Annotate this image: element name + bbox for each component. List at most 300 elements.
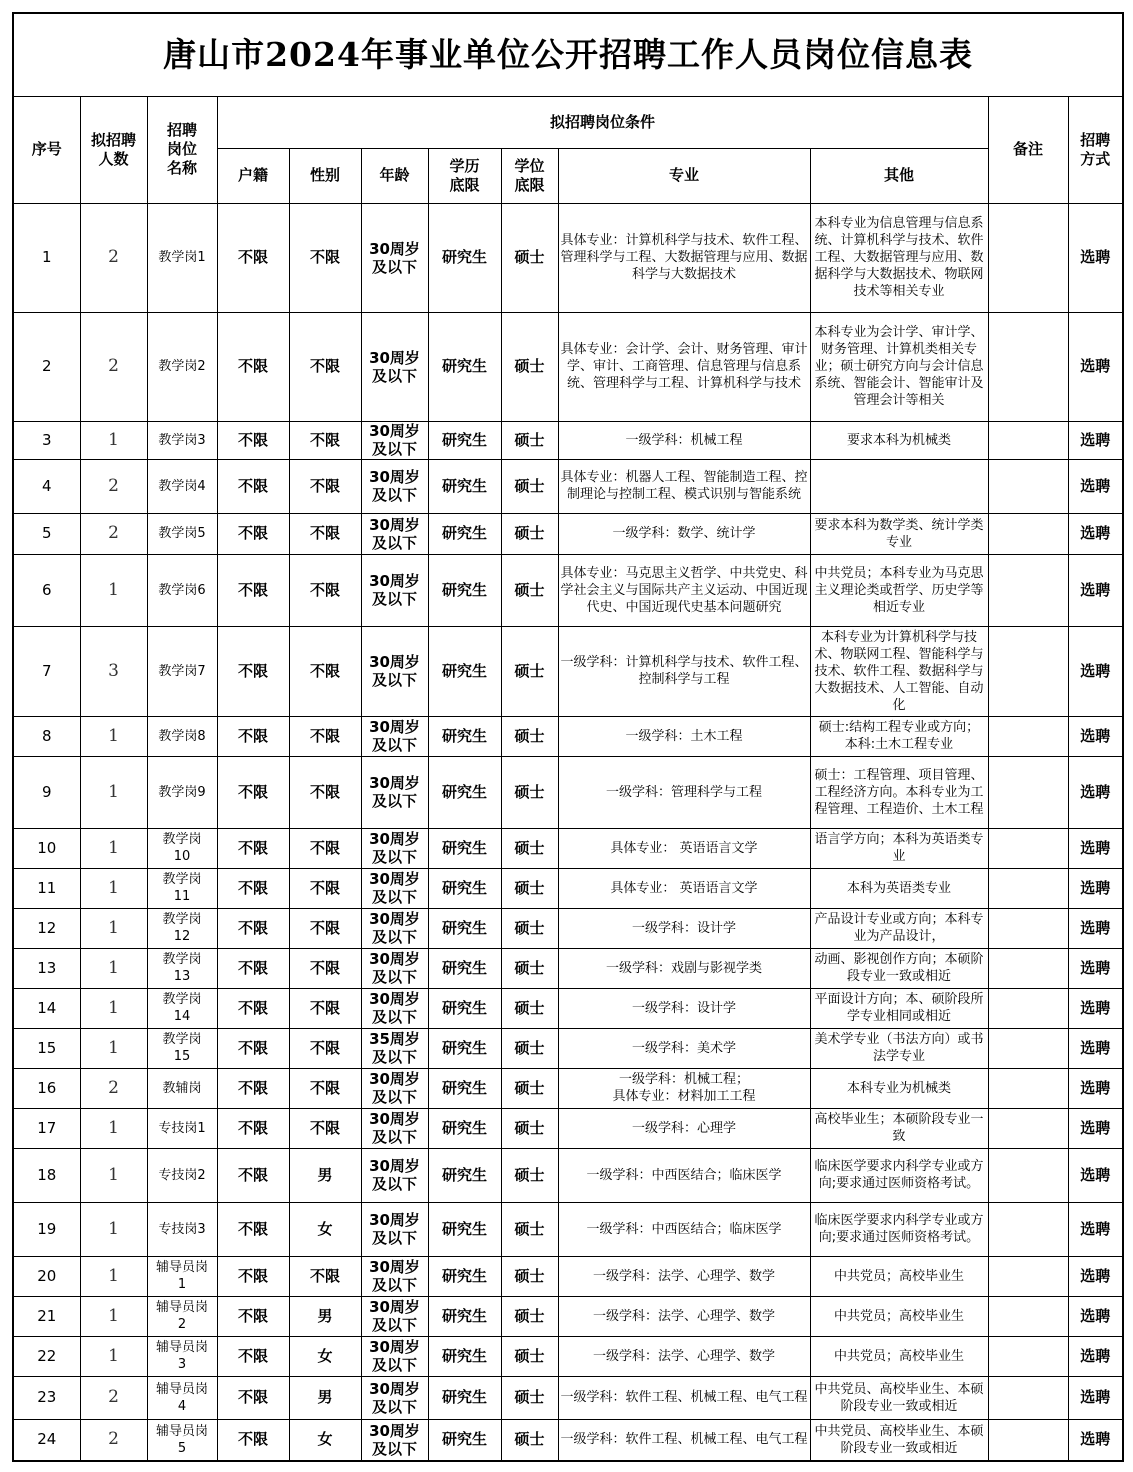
cell-major: 一级学科：土木工程 <box>558 716 810 756</box>
cell-age: 30周岁及以下 <box>361 868 428 908</box>
cell-count: 2 <box>80 459 147 513</box>
cell-post: 专技岗3 <box>147 1202 217 1256</box>
cell-other: 硕士：工程管理、项目管理、工程经济方向。本科专业为工程管理、工程造价、土木工程 <box>810 756 988 828</box>
cell-method: 选聘 <box>1068 716 1123 756</box>
cell-post: 辅导员岗5 <box>147 1419 217 1461</box>
cell-method: 选聘 <box>1068 828 1123 868</box>
cell-method: 选聘 <box>1068 1376 1123 1419</box>
cell-hukou: 不限 <box>217 203 289 312</box>
cell-note <box>988 1148 1068 1202</box>
cell-post: 教学岗4 <box>147 459 217 513</box>
cell-post: 教辅岗 <box>147 1068 217 1108</box>
cell-seq: 20 <box>13 1256 80 1296</box>
cell-note <box>988 1296 1068 1336</box>
cell-other: 平面设计方向；本、硕阶段所学专业相同或相近 <box>810 988 988 1028</box>
cell-other: 高校毕业生；本硕阶段专业一致 <box>810 1108 988 1148</box>
header-hukou: 户籍 <box>217 148 289 203</box>
cell-gender: 不限 <box>289 716 361 756</box>
cell-degree: 硕士 <box>501 948 558 988</box>
cell-post: 教学岗7 <box>147 626 217 716</box>
cell-note <box>988 868 1068 908</box>
cell-edu: 研究生 <box>428 1202 501 1256</box>
cell-degree: 硕士 <box>501 1028 558 1068</box>
cell-note <box>988 1256 1068 1296</box>
cell-degree: 硕士 <box>501 1419 558 1461</box>
cell-post: 教学岗9 <box>147 756 217 828</box>
cell-gender: 不限 <box>289 948 361 988</box>
cell-gender: 不限 <box>289 312 361 421</box>
table-row <box>13 988 1123 1028</box>
cell-method: 选聘 <box>1068 421 1123 459</box>
cell-other <box>810 459 988 513</box>
cell-age: 30周岁及以下 <box>361 554 428 626</box>
cell-hukou: 不限 <box>217 908 289 948</box>
cell-age: 30周岁及以下 <box>361 312 428 421</box>
cell-hukou: 不限 <box>217 948 289 988</box>
cell-gender: 不限 <box>289 421 361 459</box>
cell-major: 一级学科：设计学 <box>558 988 810 1028</box>
cell-seq: 13 <box>13 948 80 988</box>
cell-edu: 研究生 <box>428 948 501 988</box>
cell-major: 一级学科：数学、统计学 <box>558 513 810 554</box>
cell-degree: 硕士 <box>501 988 558 1028</box>
cell-age: 30周岁及以下 <box>361 1148 428 1202</box>
table-row <box>13 1256 1123 1296</box>
cell-degree: 硕士 <box>501 626 558 716</box>
recruitment-table <box>12 12 1124 1462</box>
cell-major: 一级学科：设计学 <box>558 908 810 948</box>
cell-edu: 研究生 <box>428 716 501 756</box>
cell-major: 一级学科：软件工程、机械工程、电气工程 <box>558 1419 810 1461</box>
cell-other: 中共党员；高校毕业生 <box>810 1296 988 1336</box>
cell-count: 1 <box>80 554 147 626</box>
cell-edu: 研究生 <box>428 554 501 626</box>
cell-hukou: 不限 <box>217 868 289 908</box>
cell-method: 选聘 <box>1068 868 1123 908</box>
cell-degree: 硕士 <box>501 716 558 756</box>
header-count: 拟招聘人数 <box>80 96 147 203</box>
table-row <box>13 1148 1123 1202</box>
cell-major: 具体专业：机器人工程、智能制造工程、控制理论与控制工程、模式识别与智能系统 <box>558 459 810 513</box>
cell-seq: 1 <box>13 203 80 312</box>
cell-age: 30周岁及以下 <box>361 459 428 513</box>
cell-edu: 研究生 <box>428 421 501 459</box>
cell-note <box>988 312 1068 421</box>
cell-age: 30周岁及以下 <box>361 513 428 554</box>
cell-seq: 7 <box>13 626 80 716</box>
cell-count: 1 <box>80 1202 147 1256</box>
header-other: 其他 <box>810 148 988 203</box>
cell-hukou: 不限 <box>217 421 289 459</box>
cell-count: 1 <box>80 716 147 756</box>
cell-edu: 研究生 <box>428 203 501 312</box>
cell-gender: 不限 <box>289 554 361 626</box>
page-title: 唐山市2024年事业单位公开招聘工作人员岗位信息表 <box>13 13 1123 96</box>
cell-hukou: 不限 <box>217 1028 289 1068</box>
cell-degree: 硕士 <box>501 513 558 554</box>
cell-hukou: 不限 <box>217 1296 289 1336</box>
cell-other: 要求本科为数学类、统计学类专业 <box>810 513 988 554</box>
table-row <box>13 554 1123 626</box>
table-row <box>13 908 1123 948</box>
cell-major: 一级学科：法学、心理学、数学 <box>558 1256 810 1296</box>
cell-seq: 17 <box>13 1108 80 1148</box>
header-edu: 学历底限 <box>428 148 501 203</box>
cell-hukou: 不限 <box>217 626 289 716</box>
cell-edu: 研究生 <box>428 1108 501 1148</box>
cell-method: 选聘 <box>1068 459 1123 513</box>
cell-note <box>988 1336 1068 1376</box>
header-age: 年龄 <box>361 148 428 203</box>
cell-edu: 研究生 <box>428 868 501 908</box>
cell-edu: 研究生 <box>428 1148 501 1202</box>
cell-method: 选聘 <box>1068 1028 1123 1068</box>
table-row <box>13 716 1123 756</box>
cell-major: 一级学科：软件工程、机械工程、电气工程 <box>558 1376 810 1419</box>
cell-hukou: 不限 <box>217 312 289 421</box>
cell-degree: 硕士 <box>501 312 558 421</box>
cell-seq: 3 <box>13 421 80 459</box>
cell-degree: 硕士 <box>501 868 558 908</box>
cell-hukou: 不限 <box>217 1419 289 1461</box>
cell-seq: 5 <box>13 513 80 554</box>
cell-other: 本科专业为信息管理与信息系统、计算机科学与技术、软件工程、大数据管理与应用、数据科学与大数据技术、物联网技术等相关专业 <box>810 203 988 312</box>
cell-method: 选聘 <box>1068 1068 1123 1108</box>
cell-degree: 硕士 <box>501 203 558 312</box>
cell-post: 教学岗1 <box>147 203 217 312</box>
table-row <box>13 203 1123 312</box>
cell-other: 美术学专业（书法方向）或书法学专业 <box>810 1028 988 1068</box>
cell-edu: 研究生 <box>428 459 501 513</box>
cell-age: 30周岁及以下 <box>361 1296 428 1336</box>
cell-method: 选聘 <box>1068 554 1123 626</box>
cell-major: 具体专业：马克思主义哲学、中共党史、科学社会主义与国际共产主义运动、中国近现代史、中国近现代史基本问题研究 <box>558 554 810 626</box>
cell-method: 选聘 <box>1068 1419 1123 1461</box>
cell-seq: 18 <box>13 1148 80 1202</box>
cell-note <box>988 716 1068 756</box>
table-row <box>13 868 1123 908</box>
cell-major: 一级学科：戏剧与影视学类 <box>558 948 810 988</box>
cell-gender: 不限 <box>289 626 361 716</box>
cell-count: 2 <box>80 203 147 312</box>
cell-note <box>988 459 1068 513</box>
cell-major: 一级学科：管理科学与工程 <box>558 756 810 828</box>
cell-count: 2 <box>80 513 147 554</box>
cell-seq: 19 <box>13 1202 80 1256</box>
cell-other: 动画、影视创作方向；本硕阶段专业一致或相近 <box>810 948 988 988</box>
cell-method: 选聘 <box>1068 948 1123 988</box>
cell-gender: 男 <box>289 1296 361 1336</box>
cell-edu: 研究生 <box>428 908 501 948</box>
cell-note <box>988 908 1068 948</box>
cell-other: 本科专业为计算机科学与技术、物联网工程、智能科学与技术、软件工程、数据科学与大数据技术、人工智能、自动化 <box>810 626 988 716</box>
cell-age: 30周岁及以下 <box>361 988 428 1028</box>
cell-gender: 不限 <box>289 868 361 908</box>
table-row <box>13 756 1123 828</box>
cell-degree: 硕士 <box>501 1068 558 1108</box>
cell-other: 要求本科为机械类 <box>810 421 988 459</box>
cell-age: 30周岁及以下 <box>361 1068 428 1108</box>
cell-age: 30周岁及以下 <box>361 626 428 716</box>
table-row <box>13 1068 1123 1108</box>
cell-edu: 研究生 <box>428 312 501 421</box>
table-row <box>13 1296 1123 1336</box>
cell-count: 1 <box>80 1336 147 1376</box>
cell-major: 具体专业：计算机科学与技术、软件工程、管理科学与工程、大数据管理与应用、数据科学与大数据技术 <box>558 203 810 312</box>
cell-degree: 硕士 <box>501 828 558 868</box>
table-row <box>13 312 1123 421</box>
cell-seq: 8 <box>13 716 80 756</box>
table-row <box>13 1376 1123 1419</box>
cell-degree: 硕士 <box>501 421 558 459</box>
cell-count: 1 <box>80 908 147 948</box>
cell-edu: 研究生 <box>428 1256 501 1296</box>
cell-other: 语言学方向；本科为英语类专业 <box>810 828 988 868</box>
cell-age: 35周岁及以下 <box>361 1028 428 1068</box>
cell-degree: 硕士 <box>501 756 558 828</box>
cell-count: 2 <box>80 1068 147 1108</box>
cell-post: 辅导员岗4 <box>147 1376 217 1419</box>
cell-major: 一级学科：中西医结合；临床医学 <box>558 1148 810 1202</box>
cell-post: 教学岗11 <box>147 868 217 908</box>
cell-count: 2 <box>80 312 147 421</box>
cell-major: 具体专业：会计学、会计、财务管理、审计学、审计、工商管理、信息管理与信息系统、管理科学与工程、计算机科学与技术 <box>558 312 810 421</box>
cell-count: 1 <box>80 1296 147 1336</box>
cell-edu: 研究生 <box>428 626 501 716</box>
cell-hukou: 不限 <box>217 1108 289 1148</box>
cell-seq: 16 <box>13 1068 80 1108</box>
cell-other: 本科为英语类专业 <box>810 868 988 908</box>
cell-post: 教学岗5 <box>147 513 217 554</box>
cell-gender: 女 <box>289 1336 361 1376</box>
cell-age: 30周岁及以下 <box>361 756 428 828</box>
cell-age: 30周岁及以下 <box>361 1108 428 1148</box>
cell-age: 30周岁及以下 <box>361 716 428 756</box>
cell-degree: 硕士 <box>501 459 558 513</box>
cell-seq: 11 <box>13 868 80 908</box>
cell-degree: 硕士 <box>501 1256 558 1296</box>
header-gender: 性别 <box>289 148 361 203</box>
cell-major: 一级学科：美术学 <box>558 1028 810 1068</box>
table-row <box>13 513 1123 554</box>
cell-post: 专技岗2 <box>147 1148 217 1202</box>
cell-post: 教学岗3 <box>147 421 217 459</box>
cell-hukou: 不限 <box>217 1256 289 1296</box>
cell-method: 选聘 <box>1068 1202 1123 1256</box>
cell-method: 选聘 <box>1068 203 1123 312</box>
cell-seq: 15 <box>13 1028 80 1068</box>
cell-post: 教学岗2 <box>147 312 217 421</box>
cell-count: 2 <box>80 1419 147 1461</box>
cell-seq: 12 <box>13 908 80 948</box>
cell-count: 1 <box>80 1028 147 1068</box>
cell-edu: 研究生 <box>428 1419 501 1461</box>
table-row <box>13 1419 1123 1461</box>
header-conditions: 拟招聘岗位条件 <box>217 96 988 148</box>
table-row <box>13 626 1123 716</box>
cell-age: 30周岁及以下 <box>361 828 428 868</box>
cell-hukou: 不限 <box>217 513 289 554</box>
cell-method: 选聘 <box>1068 908 1123 948</box>
cell-edu: 研究生 <box>428 1376 501 1419</box>
cell-note <box>988 421 1068 459</box>
cell-count: 1 <box>80 868 147 908</box>
cell-hukou: 不限 <box>217 459 289 513</box>
cell-post: 教学岗13 <box>147 948 217 988</box>
cell-other: 硕士:结构工程专业或方向；本科:土木工程专业 <box>810 716 988 756</box>
cell-note <box>988 1202 1068 1256</box>
table-row <box>13 1336 1123 1376</box>
cell-major: 一级学科：中西医结合；临床医学 <box>558 1202 810 1256</box>
cell-count: 1 <box>80 421 147 459</box>
cell-gender: 不限 <box>289 513 361 554</box>
cell-seq: 21 <box>13 1296 80 1336</box>
cell-degree: 硕士 <box>501 554 558 626</box>
cell-hukou: 不限 <box>217 1068 289 1108</box>
cell-method: 选聘 <box>1068 513 1123 554</box>
cell-post: 教学岗8 <box>147 716 217 756</box>
cell-method: 选聘 <box>1068 1148 1123 1202</box>
cell-note <box>988 203 1068 312</box>
cell-post: 教学岗15 <box>147 1028 217 1068</box>
cell-gender: 不限 <box>289 1028 361 1068</box>
cell-edu: 研究生 <box>428 1336 501 1376</box>
cell-note <box>988 988 1068 1028</box>
cell-note <box>988 1108 1068 1148</box>
cell-gender: 不限 <box>289 1068 361 1108</box>
cell-edu: 研究生 <box>428 1068 501 1108</box>
cell-seq: 14 <box>13 988 80 1028</box>
cell-note <box>988 948 1068 988</box>
cell-age: 30周岁及以下 <box>361 421 428 459</box>
cell-gender: 不限 <box>289 1256 361 1296</box>
cell-age: 30周岁及以下 <box>361 1419 428 1461</box>
cell-major: 具体专业： 英语语言文学 <box>558 868 810 908</box>
table-row <box>13 948 1123 988</box>
cell-count: 1 <box>80 828 147 868</box>
cell-seq: 6 <box>13 554 80 626</box>
cell-degree: 硕士 <box>501 1296 558 1336</box>
cell-count: 1 <box>80 1108 147 1148</box>
cell-method: 选聘 <box>1068 1296 1123 1336</box>
cell-edu: 研究生 <box>428 1028 501 1068</box>
cell-seq: 2 <box>13 312 80 421</box>
cell-edu: 研究生 <box>428 513 501 554</box>
cell-age: 30周岁及以下 <box>361 1256 428 1296</box>
cell-count: 3 <box>80 626 147 716</box>
cell-seq: 22 <box>13 1336 80 1376</box>
table-row <box>13 828 1123 868</box>
header-post: 招聘岗位名称 <box>147 96 217 203</box>
cell-other: 中共党员、高校毕业生、本硕阶段专业一致或相近 <box>810 1376 988 1419</box>
cell-other: 中共党员；本科专业为马克思主义理论类或哲学、历史学等相近专业 <box>810 554 988 626</box>
cell-method: 选聘 <box>1068 1108 1123 1148</box>
cell-other: 中共党员；高校毕业生 <box>810 1256 988 1296</box>
table-row <box>13 1028 1123 1068</box>
cell-age: 30周岁及以下 <box>361 203 428 312</box>
cell-major: 一级学科：机械工程 <box>558 421 810 459</box>
cell-other: 中共党员；高校毕业生 <box>810 1336 988 1376</box>
cell-post: 辅导员岗3 <box>147 1336 217 1376</box>
cell-degree: 硕士 <box>501 1108 558 1148</box>
cell-note <box>988 1068 1068 1108</box>
cell-hukou: 不限 <box>217 1376 289 1419</box>
cell-seq: 4 <box>13 459 80 513</box>
cell-degree: 硕士 <box>501 1376 558 1419</box>
cell-other: 产品设计专业或方向；本科专业为产品设计， <box>810 908 988 948</box>
cell-hukou: 不限 <box>217 1336 289 1376</box>
table-row <box>13 421 1123 459</box>
cell-gender: 不限 <box>289 756 361 828</box>
cell-hukou: 不限 <box>217 756 289 828</box>
cell-method: 选聘 <box>1068 756 1123 828</box>
cell-count: 1 <box>80 756 147 828</box>
cell-major: 具体专业： 英语语言文学 <box>558 828 810 868</box>
cell-seq: 10 <box>13 828 80 868</box>
cell-gender: 不限 <box>289 203 361 312</box>
cell-gender: 男 <box>289 1148 361 1202</box>
cell-seq: 23 <box>13 1376 80 1419</box>
cell-note <box>988 626 1068 716</box>
header-method: 招聘方式 <box>1068 96 1123 203</box>
cell-count: 1 <box>80 948 147 988</box>
cell-method: 选聘 <box>1068 988 1123 1028</box>
cell-age: 30周岁及以下 <box>361 1336 428 1376</box>
cell-edu: 研究生 <box>428 828 501 868</box>
cell-other: 本科专业为机械类 <box>810 1068 988 1108</box>
cell-degree: 硕士 <box>501 1336 558 1376</box>
cell-hukou: 不限 <box>217 554 289 626</box>
cell-degree: 硕士 <box>501 1148 558 1202</box>
cell-post: 教学岗14 <box>147 988 217 1028</box>
cell-hukou: 不限 <box>217 1202 289 1256</box>
cell-gender: 不限 <box>289 459 361 513</box>
cell-note <box>988 1376 1068 1419</box>
cell-note <box>988 1028 1068 1068</box>
cell-post: 教学岗10 <box>147 828 217 868</box>
cell-seq: 9 <box>13 756 80 828</box>
table-row <box>13 1108 1123 1148</box>
cell-post: 专技岗1 <box>147 1108 217 1148</box>
cell-seq: 24 <box>13 1419 80 1461</box>
cell-method: 选聘 <box>1068 1256 1123 1296</box>
cell-edu: 研究生 <box>428 1296 501 1336</box>
cell-other: 临床医学要求内科学专业或方向;要求通过医师资格考试。 <box>810 1148 988 1202</box>
cell-age: 30周岁及以下 <box>361 1202 428 1256</box>
cell-degree: 硕士 <box>501 1202 558 1256</box>
cell-age: 30周岁及以下 <box>361 908 428 948</box>
cell-note <box>988 756 1068 828</box>
cell-age: 30周岁及以下 <box>361 1376 428 1419</box>
cell-hukou: 不限 <box>217 1148 289 1202</box>
cell-count: 1 <box>80 1148 147 1202</box>
cell-edu: 研究生 <box>428 988 501 1028</box>
cell-other: 中共党员、高校毕业生、本硕阶段专业一致或相近 <box>810 1419 988 1461</box>
cell-count: 1 <box>80 1256 147 1296</box>
table-row <box>13 1202 1123 1256</box>
cell-note <box>988 554 1068 626</box>
cell-major: 一级学科：心理学 <box>558 1108 810 1148</box>
cell-count: 2 <box>80 1376 147 1419</box>
cell-gender: 不限 <box>289 1108 361 1148</box>
cell-hukou: 不限 <box>217 716 289 756</box>
cell-post: 教学岗12 <box>147 908 217 948</box>
cell-count: 1 <box>80 988 147 1028</box>
cell-other: 本科专业为会计学、审计学、财务管理、计算机类相关专业；硕士研究方向与会计信息系统、智能会计、智能审计及管理会计等相关 <box>810 312 988 421</box>
cell-method: 选聘 <box>1068 1336 1123 1376</box>
cell-major: 一级学科：机械工程； 具体专业：材料加工工程 <box>558 1068 810 1108</box>
cell-degree: 硕士 <box>501 908 558 948</box>
